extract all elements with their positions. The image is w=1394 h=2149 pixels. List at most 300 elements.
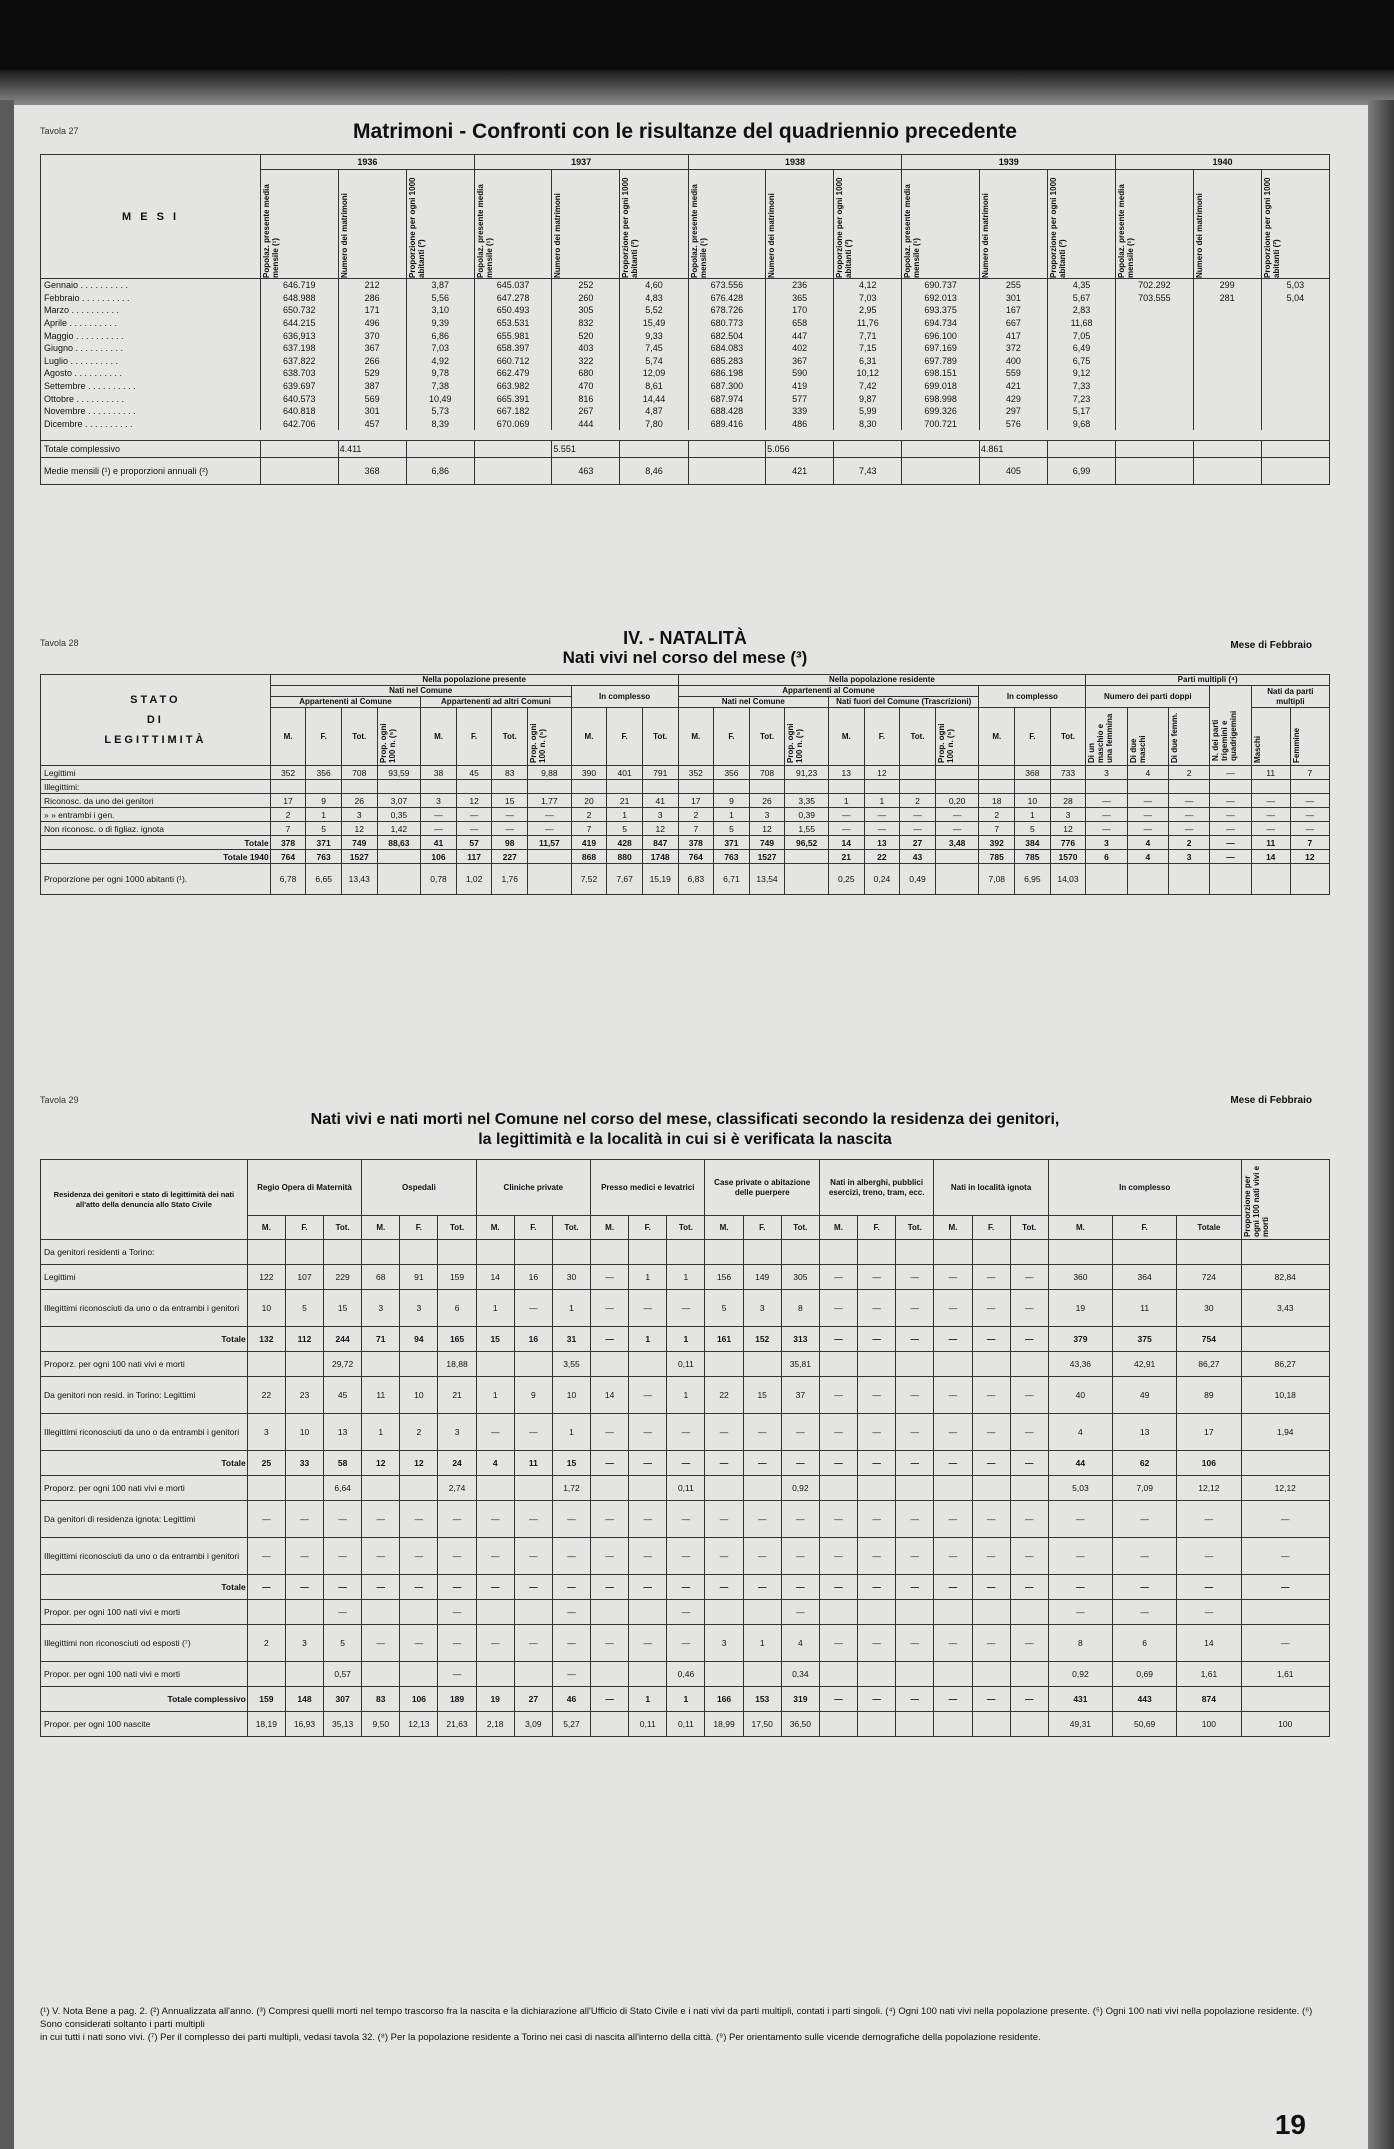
cell-value xyxy=(1261,367,1329,380)
cell-value xyxy=(362,1600,400,1625)
cell-value: 370 xyxy=(338,329,406,342)
cell-value: 636,913 xyxy=(261,329,339,342)
cell-value xyxy=(743,1600,781,1625)
cell-value xyxy=(678,780,714,794)
cell-value: 165 xyxy=(438,1327,476,1352)
cell-value xyxy=(514,1240,552,1265)
column-header xyxy=(1193,170,1261,279)
cell-value: 697.789 xyxy=(902,355,980,368)
cell-value: 360 xyxy=(1048,1265,1112,1290)
cell-value: — xyxy=(552,1662,590,1687)
cell-value: 68 xyxy=(362,1265,400,1290)
cell-value: 10 xyxy=(247,1290,285,1327)
table-row xyxy=(41,780,1330,794)
cell-value: 10 xyxy=(1015,794,1051,808)
cell-value: — xyxy=(629,1575,667,1600)
births-deaths-table xyxy=(40,1159,1330,1737)
cell-value: 700.721 xyxy=(902,418,980,431)
cell-value: 6,99 xyxy=(1047,458,1115,485)
cell-value: — xyxy=(667,1290,705,1327)
cell-value: — xyxy=(819,1414,857,1451)
cell-value xyxy=(1210,864,1251,895)
cell-value: 86,27 xyxy=(1241,1352,1329,1377)
row-label: Totale xyxy=(41,1451,248,1476)
table-row xyxy=(41,1265,1330,1290)
cell-value: 1,76 xyxy=(492,864,528,895)
cell-value xyxy=(714,780,750,794)
column-header xyxy=(261,170,339,279)
cell-value: 23 xyxy=(285,1377,323,1414)
cell-value: 749 xyxy=(749,836,785,850)
cell-value: 352 xyxy=(678,766,714,780)
cell-value: — xyxy=(743,1501,781,1538)
cell-value xyxy=(705,1240,743,1265)
group-headers xyxy=(41,1160,1330,1216)
cell-value: 43,36 xyxy=(1048,1352,1112,1377)
cell-value xyxy=(400,1600,438,1625)
cell-value: — xyxy=(247,1538,285,1575)
header-complesso: In complesso xyxy=(571,686,678,708)
cell-value: 281 xyxy=(1193,292,1261,305)
row-label: Illegittimi riconosciuti da uno o da entrambi i genitori xyxy=(41,1290,248,1327)
cell-value: 1,72 xyxy=(552,1476,590,1501)
table-row xyxy=(41,1377,1330,1414)
cell-value: 486 xyxy=(766,418,834,431)
cell-value: 11,57 xyxy=(528,836,572,850)
cell-value: 763 xyxy=(714,850,750,864)
cell-value: 3 xyxy=(247,1414,285,1451)
cell-value: — xyxy=(400,1625,438,1662)
cell-value: 37 xyxy=(781,1377,819,1414)
scan-right-edge xyxy=(1368,100,1394,2149)
cell-value: 6,86 xyxy=(406,329,474,342)
cell-value: — xyxy=(972,1625,1010,1662)
cell-value xyxy=(1086,780,1127,794)
births-table xyxy=(40,674,1330,895)
column-header xyxy=(1116,170,1194,279)
cell-value xyxy=(749,780,785,794)
column-header-text: Di due femm. xyxy=(1169,712,1179,763)
cell-value: 7,33 xyxy=(1047,380,1115,393)
cell-value: — xyxy=(591,1538,629,1575)
cell-value xyxy=(1116,355,1194,368)
cell-value xyxy=(785,850,829,864)
cell-value: — xyxy=(858,1327,896,1352)
cell-value: 1 xyxy=(476,1290,514,1327)
table-row xyxy=(41,355,1330,368)
cell-value: 30 xyxy=(552,1265,590,1290)
column-header-text: Numero dei matrimoni xyxy=(339,193,349,278)
cell-value: 18,88 xyxy=(438,1352,476,1377)
column-header: M. xyxy=(247,1216,285,1240)
cell-value: 400 xyxy=(979,355,1047,368)
cell-value xyxy=(743,1240,781,1265)
group-header: In complesso xyxy=(1048,1160,1241,1216)
cell-value: — xyxy=(858,1575,896,1600)
cell-value: 11,68 xyxy=(1047,317,1115,330)
row-label: Propor. per ogni 100 nati vivi e morti xyxy=(41,1600,248,1625)
cell-value: — xyxy=(438,1501,476,1538)
stato-label: STATO xyxy=(130,694,181,706)
year-header: 1940 xyxy=(1116,155,1330,170)
cell-value: 15 xyxy=(324,1290,362,1327)
cell-value: 15 xyxy=(743,1377,781,1414)
header-nati-nel: Nati nel Comune xyxy=(678,697,828,708)
cell-value: 12 xyxy=(341,822,377,836)
cell-value: 7,23 xyxy=(1047,392,1115,405)
cell-value: — xyxy=(1048,1575,1112,1600)
cell-value: 98 xyxy=(492,836,528,850)
cell-value xyxy=(705,1662,743,1687)
row-label: Illegittimi riconosciuti da uno o da entrambi i genitori xyxy=(41,1414,248,1451)
cell-value: — xyxy=(591,1451,629,1476)
column-header: F. xyxy=(514,1216,552,1240)
cell-value: — xyxy=(858,1377,896,1414)
cell-value: 1 xyxy=(629,1265,667,1290)
table-27-block xyxy=(40,120,1330,600)
cell-value: 4.861 xyxy=(979,441,1047,458)
cell-value: — xyxy=(1251,794,1290,808)
cell-value: 390 xyxy=(571,766,607,780)
cell-value xyxy=(819,1712,857,1737)
cell-value xyxy=(972,1662,1010,1687)
group-header: Nati in località ignota xyxy=(934,1160,1048,1216)
cell-value: 3 xyxy=(705,1625,743,1662)
cell-value: 5,56 xyxy=(406,292,474,305)
cell-value: 569 xyxy=(338,392,406,405)
header-num-doppi: Numero dei parti doppi xyxy=(1086,686,1210,708)
column-header-text: Numero dei matrimoni xyxy=(1194,193,1204,278)
cell-value: 692.013 xyxy=(902,292,980,305)
column-header xyxy=(935,708,979,766)
cell-value: 401 xyxy=(607,766,643,780)
cell-value: 8,39 xyxy=(406,418,474,431)
cell-value: — xyxy=(896,1414,934,1451)
cell-value xyxy=(858,1600,896,1625)
cell-value xyxy=(705,1352,743,1377)
cell-value xyxy=(688,458,766,485)
cell-value xyxy=(1193,342,1261,355)
cell-value: 10,18 xyxy=(1241,1377,1329,1414)
cell-value xyxy=(1261,317,1329,330)
cell-value: 0,39 xyxy=(785,808,829,822)
cell-value: 7,15 xyxy=(834,342,902,355)
cell-value: 13,54 xyxy=(749,864,785,895)
cell-value: 4,87 xyxy=(620,405,688,418)
cell-value: 16 xyxy=(514,1265,552,1290)
cell-value xyxy=(400,1662,438,1687)
cell-value: 6,64 xyxy=(324,1476,362,1501)
cell-value: 637.822 xyxy=(261,355,339,368)
cell-value: 12 xyxy=(400,1451,438,1476)
cell-value: 1 xyxy=(667,1687,705,1712)
cell-value xyxy=(1116,441,1194,458)
header-app-comune: Appartenenti al Comune xyxy=(270,697,420,708)
cell-value: 7 xyxy=(270,822,306,836)
cell-value: 648.988 xyxy=(261,292,339,305)
cell-value xyxy=(819,1600,857,1625)
cell-value: 687.974 xyxy=(688,392,766,405)
table-27-title: Matrimoni - Confronti con le risultanze del quadriennio precedente xyxy=(353,120,1017,143)
cell-value: — xyxy=(667,1501,705,1538)
month-label: Novembre . . . . . . . . . . xyxy=(41,405,261,418)
cell-value: 658.397 xyxy=(474,342,552,355)
cell-value: 660.712 xyxy=(474,355,552,368)
cell-value: 0,20 xyxy=(935,794,979,808)
cell-value xyxy=(1116,458,1194,485)
column-header-text: Popolaz. presente media mensile (¹) xyxy=(475,184,494,278)
cell-value: 6 xyxy=(1086,850,1127,864)
column-header-text: Prop. ogni 100 n. (⁵) xyxy=(936,722,955,763)
cell-value: — xyxy=(492,808,528,822)
cell-value: 0,78 xyxy=(421,864,457,895)
cell-value: 419 xyxy=(766,380,834,393)
cell-value: 13 xyxy=(324,1414,362,1451)
cell-value: 313 xyxy=(781,1327,819,1352)
cell-value: 5 xyxy=(324,1625,362,1662)
cell-value xyxy=(781,1240,819,1265)
cell-value: 688.428 xyxy=(688,405,766,418)
cell-value: — xyxy=(1168,794,1209,808)
cell-value: — xyxy=(781,1600,819,1625)
row-label: Propor. per ogni 100 nati vivi e morti xyxy=(41,1662,248,1687)
table-row xyxy=(41,279,1330,292)
column-header-text: Di un maschio e una femmina xyxy=(1087,713,1115,763)
cell-value: — xyxy=(591,1501,629,1538)
month-label: Ottobre . . . . . . . . . . xyxy=(41,392,261,405)
cell-value: 3,10 xyxy=(406,304,474,317)
cell-value: 1748 xyxy=(642,850,678,864)
cell-value xyxy=(629,1600,667,1625)
table-row xyxy=(41,405,1330,418)
cell-value: 5,52 xyxy=(620,304,688,317)
cell-value: 4,35 xyxy=(1047,279,1115,292)
cell-value: — xyxy=(1241,1501,1329,1538)
cell-value: — xyxy=(858,1290,896,1327)
cell-value xyxy=(285,1662,323,1687)
cell-value xyxy=(1290,780,1329,794)
cell-value: 372 xyxy=(979,342,1047,355)
cell-value: 644.215 xyxy=(261,317,339,330)
cell-value xyxy=(972,1352,1010,1377)
cell-value: 57 xyxy=(456,836,492,850)
cell-value: 16 xyxy=(514,1327,552,1352)
cell-value: 365 xyxy=(766,292,834,305)
cell-value: 684.083 xyxy=(688,342,766,355)
column-header-text: Prop. ogni 100 n. (⁵) xyxy=(529,722,548,763)
column-header: M. xyxy=(421,708,457,766)
header-appartenenti: Appartenenti al Comune xyxy=(678,686,979,697)
column-header: M. xyxy=(678,708,714,766)
cell-value: 12 xyxy=(362,1451,400,1476)
cell-value: 650.732 xyxy=(261,304,339,317)
cell-value: 1 xyxy=(864,794,900,808)
column-header-text: Prop. ogni 100 n. (⁵) xyxy=(786,722,805,763)
cell-value: 12,12 xyxy=(1241,1476,1329,1501)
cell-value xyxy=(591,1662,629,1687)
column-header: F. xyxy=(743,1216,781,1240)
cell-value xyxy=(785,780,829,794)
month-label: Giugno . . . . . . . . . . xyxy=(41,342,261,355)
cell-value: 496 xyxy=(338,317,406,330)
cell-value: 1 xyxy=(552,1414,590,1451)
cell-value: 3 xyxy=(1050,808,1086,822)
cell-value: 1 xyxy=(743,1625,781,1662)
cell-value: 3 xyxy=(642,808,678,822)
cell-value: — xyxy=(934,1451,972,1476)
table-29-block xyxy=(40,1095,1330,1995)
column-header: Tot. xyxy=(1010,1216,1048,1240)
cell-value xyxy=(896,1476,934,1501)
cell-value xyxy=(247,1240,285,1265)
medie-row xyxy=(41,458,1330,485)
cell-value: — xyxy=(1290,794,1329,808)
cell-value: — xyxy=(858,1625,896,1662)
cell-value: 14 xyxy=(828,836,864,850)
cell-value: — xyxy=(828,822,864,836)
cell-value: 167 xyxy=(979,304,1047,317)
cell-value xyxy=(1168,780,1209,794)
cell-value: 662.479 xyxy=(474,367,552,380)
table-row xyxy=(41,1712,1330,1737)
cell-value: 9,50 xyxy=(362,1712,400,1737)
cell-value: 22 xyxy=(705,1377,743,1414)
cell-value xyxy=(1193,380,1261,393)
cell-value: — xyxy=(781,1538,819,1575)
column-header: M. xyxy=(979,708,1015,766)
cell-value: 4.411 xyxy=(338,441,406,458)
cell-value: — xyxy=(1048,1501,1112,1538)
cell-value: 4 xyxy=(1127,850,1168,864)
table-row xyxy=(41,766,1330,780)
cell-value: — xyxy=(667,1575,705,1600)
row-label: Non riconosc. o di figliaz. ignota xyxy=(41,822,271,836)
cell-value: — xyxy=(1010,1625,1048,1662)
table-row xyxy=(41,1600,1330,1625)
cell-value: 0,57 xyxy=(324,1662,362,1687)
cell-value: 148 xyxy=(285,1687,323,1712)
cell-value xyxy=(1116,380,1194,393)
cell-value xyxy=(476,1662,514,1687)
table-row xyxy=(41,1352,1330,1377)
cell-value xyxy=(528,780,572,794)
cell-value: 7,09 xyxy=(1113,1476,1177,1501)
cell-value: 8 xyxy=(781,1290,819,1327)
column-header xyxy=(1086,708,1127,766)
cell-value: 91,23 xyxy=(785,766,829,780)
cell-value: 6,49 xyxy=(1047,342,1115,355)
cell-value: — xyxy=(1168,822,1209,836)
cell-value: — xyxy=(476,1414,514,1451)
cell-value: 1 xyxy=(629,1327,667,1352)
cell-value: 10 xyxy=(400,1377,438,1414)
cell-value: — xyxy=(476,1501,514,1538)
column-header: Tot. xyxy=(900,708,936,766)
table-row xyxy=(41,850,1330,864)
header-parti-multipli: Parti multipli (⁴) xyxy=(1086,675,1330,686)
row-label: Proporz. per ogni 100 nati vivi e morti xyxy=(41,1476,248,1501)
cell-value xyxy=(324,1240,362,1265)
cell-value xyxy=(896,1662,934,1687)
cell-value: — xyxy=(629,1451,667,1476)
cell-value: — xyxy=(514,1290,552,1327)
cell-value: 1 xyxy=(476,1377,514,1414)
column-header-text: Proporzione per ogni 1000 abitanti (²) xyxy=(835,177,854,278)
cell-value xyxy=(934,1476,972,1501)
table-row xyxy=(41,1662,1330,1687)
cell-value: 41 xyxy=(642,794,678,808)
cell-value: 260 xyxy=(552,292,620,305)
cell-value: 255 xyxy=(979,279,1047,292)
cell-value xyxy=(400,1476,438,1501)
total-row xyxy=(41,441,1330,458)
cell-value: — xyxy=(456,808,492,822)
cell-value: 100 xyxy=(1241,1712,1329,1737)
cell-value: 6,31 xyxy=(834,355,902,368)
cell-value: — xyxy=(934,1687,972,1712)
column-header-text: Popolaz. presente media mensile (¹) xyxy=(1117,184,1136,278)
cell-value: — xyxy=(934,1377,972,1414)
cell-value xyxy=(819,1662,857,1687)
cell-value: 2 xyxy=(900,794,936,808)
cell-value: 16,93 xyxy=(285,1712,323,1737)
cell-value xyxy=(1010,1600,1048,1625)
cell-value: 45 xyxy=(324,1377,362,1414)
cell-value xyxy=(261,458,339,485)
row-label: Riconosc. da uno dei genitori xyxy=(41,794,271,808)
cell-value: 301 xyxy=(338,405,406,418)
row-label: Totale complessivo xyxy=(41,1687,248,1712)
footnote-line: (¹) V. Nota Bene a pag. 2. (²) Annualizzata all'anno. (³) Compresi quelli morti nel tempo trascorso fra la nascita e la dichiarazione all'Ufficio di Stato Civile e i nati vivi da parti multipli, contati i parti singoli. (⁴) Ogni 100 nati vivi nella popolazione presente. (⁵) Ogni 100 nati vivi nella popolazione residente. (⁶) Sono considerati soltanto i parti multipli xyxy=(40,2006,1313,2030)
cell-value: 322 xyxy=(552,355,620,368)
cell-value: 2 xyxy=(979,808,1015,822)
cell-value xyxy=(935,850,979,864)
cell-value xyxy=(1116,418,1194,431)
cell-value: 83 xyxy=(492,766,528,780)
cell-value: 6,86 xyxy=(406,458,474,485)
cell-value: 13,43 xyxy=(341,864,377,895)
table-row xyxy=(41,1575,1330,1600)
cell-value: — xyxy=(1241,1538,1329,1575)
cell-value: 305 xyxy=(781,1265,819,1290)
cell-value xyxy=(1116,317,1194,330)
cell-value: 708 xyxy=(341,766,377,780)
cell-value: 10 xyxy=(285,1414,323,1451)
cell-value: 252 xyxy=(552,279,620,292)
cell-value: 687.300 xyxy=(688,380,766,393)
cell-value: 2,83 xyxy=(1047,304,1115,317)
row-label: Proporz. per ogni 100 nati vivi e morti xyxy=(41,1352,248,1377)
cell-value xyxy=(421,780,457,794)
cell-value xyxy=(1241,1240,1329,1265)
cell-value: — xyxy=(819,1538,857,1575)
cell-value: 7,52 xyxy=(571,864,607,895)
cell-value: — xyxy=(819,1265,857,1290)
cell-value: 1,77 xyxy=(528,794,572,808)
cell-value: — xyxy=(819,1625,857,1662)
cell-value: — xyxy=(400,1538,438,1575)
cell-value: 653.531 xyxy=(474,317,552,330)
cell-value: 368 xyxy=(1015,766,1051,780)
table-28-month: Mese di Febbraio xyxy=(1230,640,1312,651)
cell-value: 405 xyxy=(979,458,1047,485)
table-row xyxy=(41,1476,1330,1501)
column-header xyxy=(377,708,421,766)
cell-value: 1 xyxy=(362,1414,400,1451)
month-label: Marzo . . . . . . . . . . xyxy=(41,304,261,317)
cell-value: — xyxy=(896,1501,934,1538)
cell-value: 650.493 xyxy=(474,304,552,317)
